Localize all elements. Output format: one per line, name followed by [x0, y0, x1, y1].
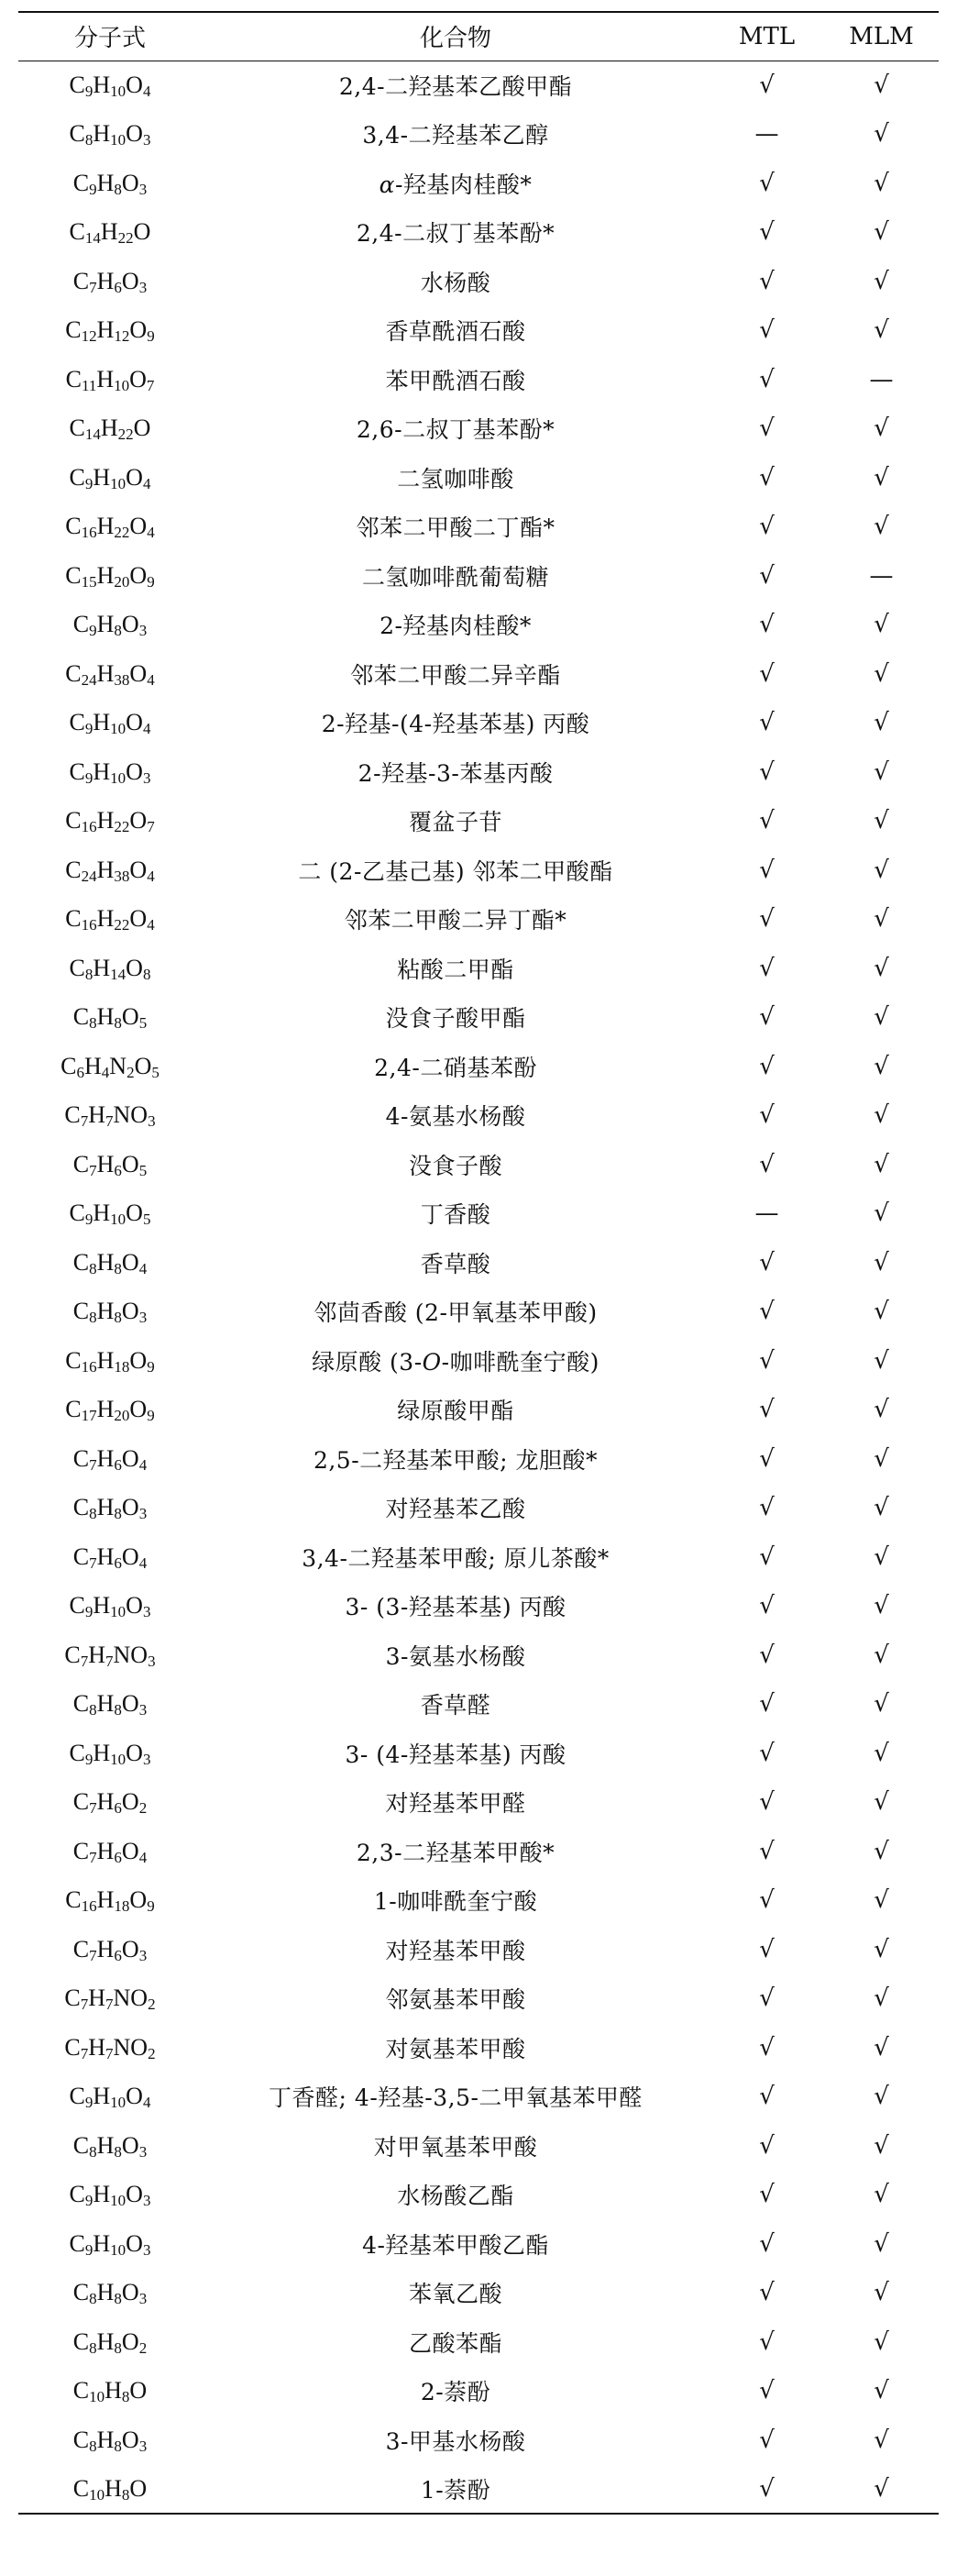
- formula-cell: $C_8H_{14}O_8$: [69, 954, 151, 983]
- mtl-cell: √: [759, 1346, 775, 1375]
- compound-cell: 邻苯二甲酸二异辛酯: [350, 661, 561, 689]
- compound-cell: 绿原酸甲酯: [397, 1398, 514, 1425]
- header-row: [18, 12, 939, 61]
- header-formula: 分子式: [73, 25, 146, 53]
- compound-cell: 二 (2-乙基己基) 邻苯二甲酸酯: [298, 857, 613, 885]
- table-row: [18, 2073, 939, 2122]
- compound-cell: 2-羟基肉桂酸*: [380, 613, 532, 640]
- mlm-cell: √: [874, 1346, 889, 1375]
- mlm-cell: √: [874, 757, 889, 786]
- table-row: [18, 1925, 939, 1974]
- compound-cell: 2-萘酚: [420, 2379, 491, 2406]
- compound-cell: 邻茴香酸 (2-甲氧基苯甲酸): [314, 1299, 598, 1327]
- compound-cell: 对氨基苯甲酸: [385, 2035, 526, 2062]
- mlm-cell: √: [874, 2083, 889, 2111]
- table-row: [18, 699, 939, 748]
- table-row: [18, 1484, 939, 1533]
- mtl-cell: √: [759, 463, 775, 492]
- mtl-cell: √: [759, 1788, 775, 1817]
- table-row: [18, 2023, 939, 2073]
- mtl-cell: √: [759, 1886, 775, 1915]
- mtl-cell: √: [759, 2033, 775, 2062]
- mtl-cell: √: [759, 1592, 775, 1620]
- table-row: [18, 1140, 939, 1189]
- table-row: [18, 2367, 939, 2416]
- mlm-cell: √: [874, 1101, 889, 1130]
- formula-cell: $C_8H_8O_5$: [72, 1003, 148, 1033]
- table-body: [18, 61, 939, 2514]
- table-row: [18, 355, 939, 404]
- compound-cell: 苯氧乙酸: [408, 2281, 502, 2308]
- mtl-cell: √: [759, 2229, 775, 2258]
- compound-cell: 没食子酸甲酯: [385, 1005, 526, 1033]
- formula-cell: $C_7H_6O_5$: [72, 1150, 148, 1179]
- mtl-cell: √: [759, 1248, 775, 1277]
- table-row: [18, 1042, 939, 1091]
- formula-cell: $C_{12}H_{12}O_9$: [65, 316, 155, 346]
- mlm-cell: √: [874, 1542, 889, 1571]
- formula-cell: $C_9H_8O_3$: [72, 169, 148, 198]
- table-row: [18, 2219, 939, 2269]
- formula-cell: $C_8H_8O_3$: [72, 1494, 148, 1523]
- mtl-cell: √: [759, 2279, 775, 2307]
- table-row: [18, 208, 939, 258]
- mtl-cell: √: [759, 316, 775, 345]
- compound-cell: 二氢咖啡酸: [397, 465, 514, 492]
- compound-cell: 3,4-二羟基苯甲酸; 原儿茶酸*: [302, 1544, 610, 1572]
- compound-cell: 香草酸: [420, 1250, 491, 1277]
- table-row: [18, 61, 939, 110]
- compound-cell: 2-羟基-(4-羟基苯基) 丙酸: [321, 711, 590, 738]
- mtl-cell: √: [759, 2327, 775, 2356]
- compound-cell: 2,5-二羟基苯甲酸; 龙胆酸*: [313, 1446, 599, 1474]
- compound-cell: 4-羟基苯甲酸乙酯: [362, 2231, 549, 2259]
- table-row: [18, 1778, 939, 1828]
- compound-cell: 覆盆子苷: [408, 809, 502, 836]
- header-mtl: MTL: [738, 22, 796, 50]
- mlm-cell: √: [874, 1444, 889, 1473]
- compound-cell: 4-氨基水杨酸: [385, 1103, 526, 1131]
- mtl-cell: √: [759, 807, 775, 835]
- compound-cell: 粘酸二甲酯: [397, 956, 514, 983]
- table-row: [18, 306, 939, 356]
- formula-cell: $C_7H_7NO_3$: [64, 1641, 156, 1670]
- mtl-cell: √: [759, 1641, 775, 1669]
- compound-cell: 邻苯二甲酸二丁酯*: [356, 514, 556, 542]
- formula-cell: $C_8H_8O_2$: [72, 2327, 148, 2357]
- formula-cell: $C_9H_8O_3$: [72, 611, 148, 640]
- mlm-cell: √: [874, 463, 889, 492]
- mtl-cell: √: [759, 757, 775, 786]
- formula-cell: $C_9H_{10}O_4$: [69, 709, 151, 738]
- table-row: [18, 1189, 939, 1239]
- table-row: [18, 2416, 939, 2465]
- mlm-cell: √: [874, 1248, 889, 1277]
- formula-cell: $C_{17}H_{20}O_9$: [65, 1396, 155, 1425]
- mlm-cell: √: [874, 2426, 889, 2454]
- mlm-cell: √: [874, 2327, 889, 2356]
- compound-cell: 对羟基苯乙酸: [385, 1496, 526, 1523]
- mlm-cell: √: [874, 72, 889, 99]
- mtl-cell: √: [759, 611, 775, 639]
- formula-cell: $C_8H_8O_4$: [72, 1248, 148, 1277]
- table-row: [18, 2121, 939, 2171]
- table-row: [18, 1631, 939, 1680]
- table-row: [18, 2465, 939, 2515]
- table-row: [18, 895, 939, 945]
- mtl-cell: √: [759, 1298, 775, 1326]
- mlm-cell: —: [869, 365, 894, 393]
- table-row: [18, 159, 939, 208]
- formula-cell: $C_8H_8O_3$: [72, 1690, 148, 1719]
- formula-cell: $C_8H_8O_3$: [72, 2426, 148, 2455]
- table-row: [18, 1827, 939, 1876]
- mtl-cell: √: [759, 954, 775, 982]
- table-row: [18, 1336, 939, 1386]
- mlm-cell: √: [874, 2131, 889, 2160]
- mlm-cell: √: [874, 1200, 889, 1228]
- mlm-cell: √: [874, 1935, 889, 1963]
- mtl-cell: √: [759, 905, 775, 934]
- mlm-cell: √: [874, 2229, 889, 2258]
- formula-cell: $C_{16}H_{18}O_9$: [65, 1346, 155, 1376]
- mtl-cell: √: [759, 2426, 775, 2454]
- mlm-cell: √: [874, 807, 889, 835]
- formula-cell: $C_9H_{10}O_3$: [69, 1739, 151, 1768]
- compound-cell: 3-氨基水杨酸: [385, 1642, 526, 1670]
- table-row: [18, 551, 939, 601]
- compound-cell: 香草酰酒石酸: [385, 318, 526, 346]
- mtl-cell: √: [759, 2131, 775, 2160]
- mlm-cell: √: [874, 2279, 889, 2307]
- mlm-cell: √: [874, 856, 889, 884]
- table-row: [18, 993, 939, 1043]
- table-row: [18, 747, 939, 797]
- mlm-cell: —: [869, 561, 894, 590]
- mlm-cell: √: [874, 1641, 889, 1669]
- header-compound: 化合物: [419, 25, 491, 53]
- mtl-cell: √: [759, 2474, 775, 2503]
- compound-cell: 苯甲酰酒石酸: [385, 367, 526, 394]
- formula-cell: $C_{24}H_{38}O_4$: [65, 856, 155, 885]
- mlm-cell: √: [874, 513, 889, 541]
- table-row: [18, 1238, 939, 1288]
- formula-cell: $C_9H_{10}O_4$: [69, 2083, 151, 2112]
- mlm-cell: √: [874, 611, 889, 639]
- mlm-cell: √: [874, 218, 889, 247]
- formula-cell: $C_{16}H_{18}O_9$: [65, 1886, 155, 1916]
- mlm-cell: √: [874, 1886, 889, 1915]
- mtl-cell: √: [759, 513, 775, 541]
- formula-cell: $C_8H_8O_3$: [72, 2131, 148, 2161]
- formula-cell: $C_9H_{10}O_5$: [69, 1200, 151, 1229]
- compound-cell: 水杨酸: [420, 269, 491, 296]
- table-row: [18, 1386, 939, 1435]
- mtl-cell: √: [759, 2377, 775, 2405]
- mlm-cell: √: [874, 1592, 889, 1620]
- compound-cell: 1-萘酚: [420, 2476, 491, 2504]
- mlm-cell: √: [874, 1003, 889, 1032]
- formula-cell: $C_9H_{10}O_3$: [69, 2181, 151, 2210]
- mtl-cell: √: [759, 1444, 775, 1473]
- mlm-cell: √: [874, 1494, 889, 1522]
- table-row: [18, 404, 939, 454]
- formula-cell: $C_{16}H_{22}O_4$: [65, 905, 155, 934]
- mtl-cell: √: [759, 1690, 775, 1719]
- mtl-cell: √: [759, 1101, 775, 1130]
- mtl-cell: √: [759, 2181, 775, 2209]
- table-row: [18, 2171, 939, 2220]
- formula-cell: $C_9H_{10}O_4$: [69, 72, 151, 100]
- formula-cell: $C_{14}H_{22}O$: [69, 415, 151, 444]
- formula-cell: $C_{14}H_{22}O$: [69, 218, 151, 248]
- formula-cell: $C_9H_{10}O_3$: [69, 757, 151, 787]
- formula-cell: $C_{11}H_{10}O_7$: [65, 365, 155, 394]
- formula-cell: $C_{16}H_{22}O_7$: [65, 807, 155, 836]
- mtl-cell: √: [759, 1935, 775, 1963]
- table-row: [18, 1876, 939, 1926]
- mlm-cell: √: [874, 1788, 889, 1817]
- mlm-cell: √: [874, 415, 889, 443]
- mtl-cell: —: [754, 120, 779, 149]
- mlm-cell: √: [874, 169, 889, 197]
- compound-cell: 绿原酸 (3-O-咖啡酰奎宁酸): [312, 1348, 600, 1376]
- compound-cell: 丁香醛; 4-羟基-3,5-二甲氧基苯甲醛: [269, 2084, 643, 2112]
- table-row: [18, 1582, 939, 1631]
- compound-cell: 2-羟基-3-苯基丙酸: [358, 759, 554, 787]
- table-row: [18, 110, 939, 160]
- formula-cell: $C_7H_7NO_3$: [64, 1101, 156, 1131]
- mlm-cell: √: [874, 2474, 889, 2503]
- formula-cell: $C_7H_6O_2$: [72, 1788, 148, 1818]
- table-row: [18, 797, 939, 846]
- compound-cell: 丁香酸: [420, 1201, 491, 1229]
- mtl-cell: √: [759, 1739, 775, 1767]
- compound-cell: 3,4-二羟基苯乙醇: [362, 122, 549, 149]
- mtl-cell: √: [759, 1494, 775, 1522]
- formula-cell: $C_7H_6O_4$: [72, 1542, 148, 1572]
- mtl-cell: —: [754, 1200, 779, 1228]
- mlm-cell: √: [874, 905, 889, 934]
- table-header: [18, 12, 939, 61]
- compound-cell: 2,6-二叔丁基苯酚*: [356, 416, 556, 444]
- mtl-cell: √: [759, 1052, 775, 1080]
- table-row: [18, 944, 939, 993]
- mtl-cell: √: [759, 1396, 775, 1424]
- mtl-cell: √: [759, 1150, 775, 1178]
- mlm-cell: √: [874, 316, 889, 345]
- compound-table: [18, 11, 939, 2515]
- table-row: [18, 601, 939, 650]
- compound-cell: 乙酸苯酯: [408, 2329, 502, 2357]
- compound-cell: 3-甲基水杨酸: [385, 2427, 526, 2455]
- table-row: [18, 1288, 939, 1337]
- formula-cell: $C_9H_{10}O_3$: [69, 1592, 151, 1621]
- formula-cell: $C_9H_{10}O_4$: [69, 463, 151, 492]
- formula-cell: $C_{10}H_8O$: [72, 2474, 148, 2504]
- formula-cell: $C_7H_6O_4$: [72, 1837, 148, 1866]
- table-row: [18, 1680, 939, 1730]
- compound-cell: 香草醛: [420, 1692, 491, 1719]
- mlm-cell: √: [874, 120, 889, 149]
- mtl-cell: √: [759, 856, 775, 884]
- table-row: [18, 453, 939, 503]
- table-row: [18, 1974, 939, 2024]
- mlm-cell: √: [874, 2377, 889, 2405]
- mtl-cell: √: [759, 72, 775, 99]
- mlm-cell: √: [874, 2033, 889, 2062]
- table-row: [18, 1729, 939, 1778]
- compound-cell: 二氢咖啡酰葡萄糖: [361, 563, 549, 591]
- compound-cell: 水杨酸乙酯: [397, 2183, 514, 2210]
- mlm-cell: √: [874, 1052, 889, 1080]
- formula-cell: $C_{24}H_{38}O_4$: [65, 659, 155, 689]
- mtl-cell: √: [759, 561, 775, 590]
- table-row: [18, 257, 939, 306]
- formula-cell: $C_7H_6O_4$: [72, 1444, 148, 1474]
- table-row: [18, 503, 939, 552]
- compound-cell: 2,4-二硝基苯酚: [374, 1054, 537, 1081]
- mlm-cell: √: [874, 954, 889, 982]
- mlm-cell: √: [874, 1690, 889, 1719]
- table-row: [18, 846, 939, 895]
- table-row: [18, 649, 939, 699]
- mlm-cell: √: [874, 267, 889, 295]
- compound-cell: 2,4-二叔丁基苯酚*: [356, 220, 556, 248]
- compound-cell: 3- (3-羟基苯基) 丙酸: [345, 1594, 566, 1621]
- formula-cell: $C_8H_{10}O_3$: [69, 120, 151, 149]
- formula-cell: $C_7H_7NO_2$: [64, 2033, 156, 2062]
- mtl-cell: √: [759, 365, 775, 393]
- mtl-cell: √: [759, 415, 775, 443]
- formula-cell: $C_{15}H_{20}O_9$: [65, 561, 155, 591]
- mlm-cell: √: [874, 709, 889, 737]
- mlm-cell: √: [874, 1739, 889, 1767]
- compound-cell: 2,4-二羟基苯乙酸甲酯: [338, 73, 573, 100]
- mtl-cell: √: [759, 2083, 775, 2111]
- compound-cell: 2,3-二羟基苯甲酸*: [356, 1839, 556, 1866]
- mtl-cell: √: [759, 1837, 775, 1865]
- compound-cell: 邻氨基苯甲酸: [385, 1986, 526, 2014]
- mtl-cell: √: [759, 1985, 775, 2013]
- compound-cell: 对羟基苯甲醛: [385, 1790, 526, 1818]
- table-row: [18, 1434, 939, 1484]
- mlm-cell: √: [874, 2181, 889, 2209]
- formula-cell: $C_{10}H_8O$: [72, 2377, 148, 2406]
- compound-cell: 3- (4-羟基苯基) 丙酸: [345, 1741, 566, 1768]
- formula-cell: $C_{16}H_{22}O_4$: [65, 513, 155, 542]
- table-row: [18, 1532, 939, 1582]
- formula-cell: $C_7H_7NO_2$: [64, 1985, 156, 2014]
- formula-cell: $C_9H_{10}O_3$: [69, 2229, 151, 2259]
- mtl-cell: √: [759, 1542, 775, 1571]
- mtl-cell: √: [759, 659, 775, 688]
- mtl-cell: √: [759, 218, 775, 247]
- table-row: [18, 2269, 939, 2318]
- mlm-cell: √: [874, 1150, 889, 1178]
- table-row: [18, 2317, 939, 2367]
- mlm-cell: √: [874, 1298, 889, 1326]
- mtl-cell: √: [759, 169, 775, 197]
- mlm-cell: √: [874, 1837, 889, 1865]
- mtl-cell: √: [759, 1003, 775, 1032]
- mlm-cell: √: [874, 1396, 889, 1424]
- table-row: [18, 1091, 939, 1141]
- formula-cell: $C_8H_8O_3$: [72, 2279, 148, 2308]
- compound-cell: 对羟基苯甲酸: [385, 1937, 526, 1964]
- compound-cell: 没食子酸: [408, 1152, 502, 1179]
- compound-cell: 1-咖啡酰奎宁酸: [373, 1888, 538, 1916]
- mlm-cell: √: [874, 659, 889, 688]
- compound-cell: 对甲氧基苯甲酸: [373, 2133, 538, 2161]
- compound-cell: α-羟基肉桂酸*: [379, 171, 533, 198]
- mtl-cell: √: [759, 267, 775, 295]
- mlm-cell: √: [874, 1985, 889, 2013]
- formula-cell: $C_7H_6O_3$: [72, 1935, 148, 1964]
- header-mlm: MLM: [849, 22, 914, 50]
- compound-cell: 邻苯二甲酸二异丁酯*: [344, 907, 567, 934]
- formula-cell: $C_7H_6O_3$: [72, 267, 148, 296]
- formula-cell: $C_6H_4N_2O_5$: [60, 1052, 160, 1081]
- mtl-cell: √: [759, 709, 775, 737]
- formula-cell: $C_8H_8O_3$: [72, 1298, 148, 1327]
